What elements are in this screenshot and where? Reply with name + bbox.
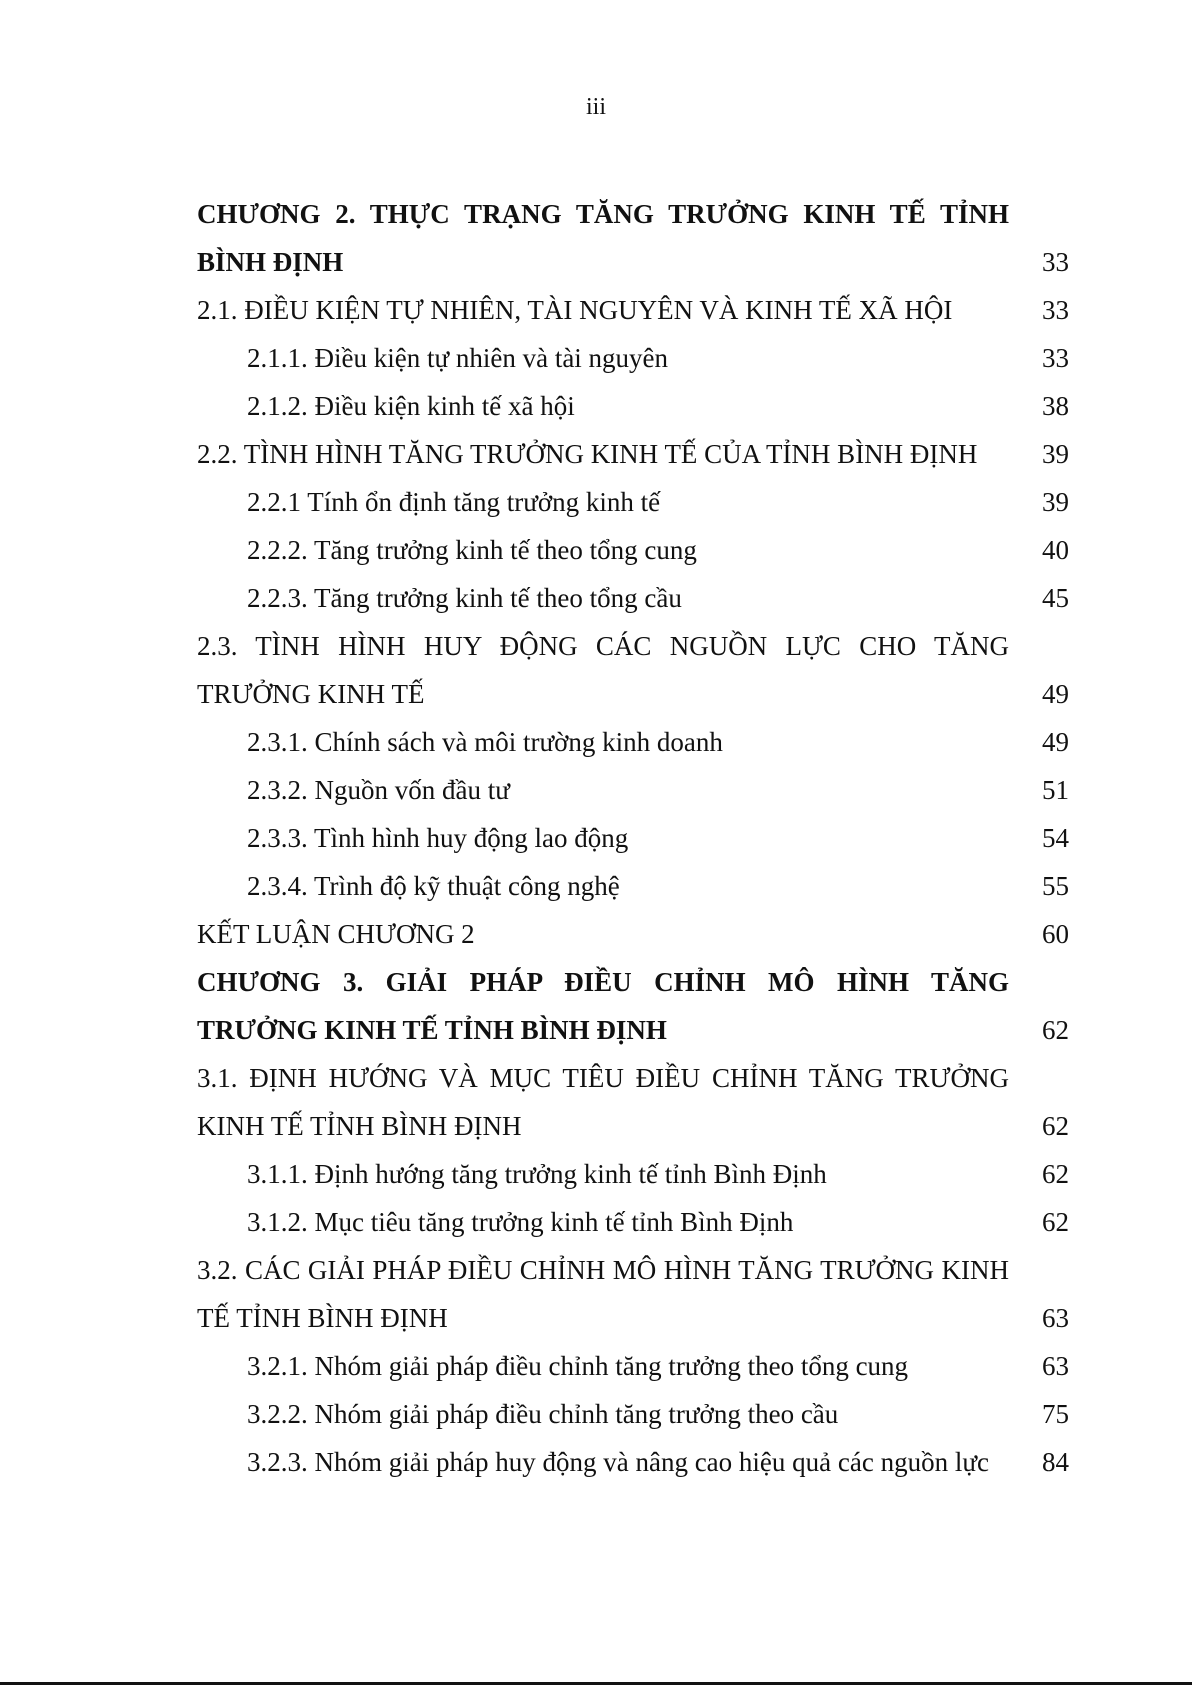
toc-entry-page-number: 62 <box>1042 1015 1069 1045</box>
toc-entry-title: 3.1. ĐỊNH HƯỚNG VÀ MỤC TIÊU ĐIỀU CHỈNH TĂNG TRƯỞNG KINH TẾ TỈNH BÌNH ĐỊNH <box>197 1063 1009 1141</box>
toc-entry-page-number: 33 <box>1042 247 1069 277</box>
toc-entry-title: CHƯƠNG 3. GIẢI PHÁP ĐIỀU CHỈNH MÔ HÌNH TĂNG TRƯỞNG KINH TẾ TỈNH BÌNH ĐỊNH <box>197 967 1009 1045</box>
toc-entry-title: 2.1.1. Điều kiện tự nhiên và tài nguyên <box>247 343 669 373</box>
toc-entry-page-number: 62 <box>1042 1207 1069 1237</box>
toc-entry-title: 2.1.2. Điều kiện kinh tế xã hội <box>247 391 575 421</box>
toc-subsection-entry[interactable] <box>197 1150 1069 1198</box>
toc-entry-page-number: 84 <box>1042 1447 1069 1477</box>
toc-subsection-entry[interactable] <box>197 1438 1069 1486</box>
toc-entry-title: 3.1.1. Định hướng tăng trưởng kinh tế tỉnh Bình Định <box>247 1159 827 1189</box>
toc-subsection-entry[interactable] <box>197 382 1069 430</box>
toc-entry-page-number: 45 <box>1042 583 1069 613</box>
toc-entry-page-number: 38 <box>1042 391 1069 421</box>
toc-subsection-entry[interactable] <box>197 1198 1069 1246</box>
toc-subsection-entry[interactable] <box>197 1390 1069 1438</box>
toc-entry-title: 2.1. ĐIỀU KIỆN TỰ NHIÊN, TÀI NGUYÊN VÀ KINH TẾ XÃ HỘI <box>197 295 953 325</box>
toc-entry-page-number: 55 <box>1042 871 1069 901</box>
toc-entry-title: 2.3. TÌNH HÌNH HUY ĐỘNG CÁC NGUỒN LỰC CHO TĂNG TRƯỞNG KINH TẾ <box>197 631 1009 709</box>
toc-subsection-entry[interactable] <box>197 1342 1069 1390</box>
toc-entry-title: KẾT LUẬN CHƯƠNG 2 <box>197 919 475 949</box>
toc-entry-title: CHƯƠNG 2. THỰC TRẠNG TĂNG TRƯỞNG KINH TẾ TỈNH BÌNH ĐỊNH <box>197 199 1009 277</box>
toc-entry-page-number: 49 <box>1042 727 1069 757</box>
toc-entry-title: 2.3.2. Nguồn vốn đầu tư <box>247 775 510 805</box>
toc-entry-page-number: 49 <box>1042 679 1069 709</box>
toc-entry-page-number: 33 <box>1042 343 1069 373</box>
toc-entry-page-number: 62 <box>1042 1111 1069 1141</box>
toc-subsection-entry[interactable] <box>197 478 1069 526</box>
table-of-contents <box>197 190 1069 1486</box>
toc-subsection-entry[interactable] <box>197 766 1069 814</box>
toc-entry-page-number: 62 <box>1042 1159 1069 1189</box>
toc-entry-page-number: 63 <box>1042 1351 1069 1381</box>
toc-section-entry[interactable] <box>197 622 1069 718</box>
toc-entry-title: 2.3.3. Tình hình huy động lao động <box>247 823 629 853</box>
toc-entry-page-number: 40 <box>1042 535 1069 565</box>
toc-entry-page-number: 75 <box>1042 1399 1069 1429</box>
toc-entry-title: 3.1.2. Mục tiêu tăng trưởng kinh tế tỉnh Bình Định <box>247 1207 794 1237</box>
toc-entry-title: 3.2.1. Nhóm giải pháp điều chỉnh tăng trưởng theo tổng cung <box>247 1351 909 1381</box>
page-number: iii <box>585 94 606 120</box>
toc-entry-title: 2.2. TÌNH HÌNH TĂNG TRƯỞNG KINH TẾ CỦA TỈNH BÌNH ĐỊNH <box>197 439 978 469</box>
toc-entry-title: 2.2.2. Tăng trưởng kinh tế theo tổng cung <box>247 535 697 565</box>
toc-entry-page-number: 54 <box>1042 823 1069 853</box>
toc-section-entry[interactable] <box>197 910 1069 958</box>
toc-entry-title: 2.2.1 Tính ổn định tăng trưởng kinh tế <box>247 487 661 517</box>
toc-section-entry[interactable] <box>197 430 1069 478</box>
toc-section-entry[interactable] <box>197 286 1069 334</box>
toc-subsection-entry[interactable] <box>197 718 1069 766</box>
toc-entry-title: 2.3.1. Chính sách và môi trường kinh doanh <box>247 727 723 757</box>
toc-subsection-entry[interactable] <box>197 862 1069 910</box>
toc-subsection-entry[interactable] <box>197 574 1069 622</box>
toc-chapter-entry[interactable] <box>197 190 1069 286</box>
toc-entry-title: 3.2.3. Nhóm giải pháp huy động và nâng cao hiệu quả các nguồn lực <box>247 1447 989 1477</box>
toc-subsection-entry[interactable] <box>197 334 1069 382</box>
toc-subsection-entry[interactable] <box>197 526 1069 574</box>
toc-entry-page-number: 60 <box>1042 919 1069 949</box>
toc-entry-title: 3.2. CÁC GIẢI PHÁP ĐIỀU CHỈNH MÔ HÌNH TĂNG TRƯỞNG KINH TẾ TỈNH BÌNH ĐỊNH <box>197 1255 1009 1333</box>
toc-entry-page-number: 39 <box>1042 439 1069 469</box>
toc-subsection-entry[interactable] <box>197 814 1069 862</box>
toc-entry-page-number: 51 <box>1042 775 1069 805</box>
toc-entry-title: 3.2.2. Nhóm giải pháp điều chỉnh tăng trưởng theo cầu <box>247 1399 839 1429</box>
toc-entry-title: 2.3.4. Trình độ kỹ thuật công nghệ <box>247 871 620 901</box>
toc-entry-page-number: 33 <box>1042 295 1069 325</box>
toc-section-entry[interactable] <box>197 1246 1069 1342</box>
toc-entry-page-number: 63 <box>1042 1303 1069 1333</box>
toc-section-entry[interactable] <box>197 1054 1069 1150</box>
toc-chapter-entry[interactable] <box>197 958 1069 1054</box>
toc-entry-title: 2.2.3. Tăng trưởng kinh tế theo tổng cầu <box>247 583 682 613</box>
toc-entry-page-number: 39 <box>1042 487 1069 517</box>
